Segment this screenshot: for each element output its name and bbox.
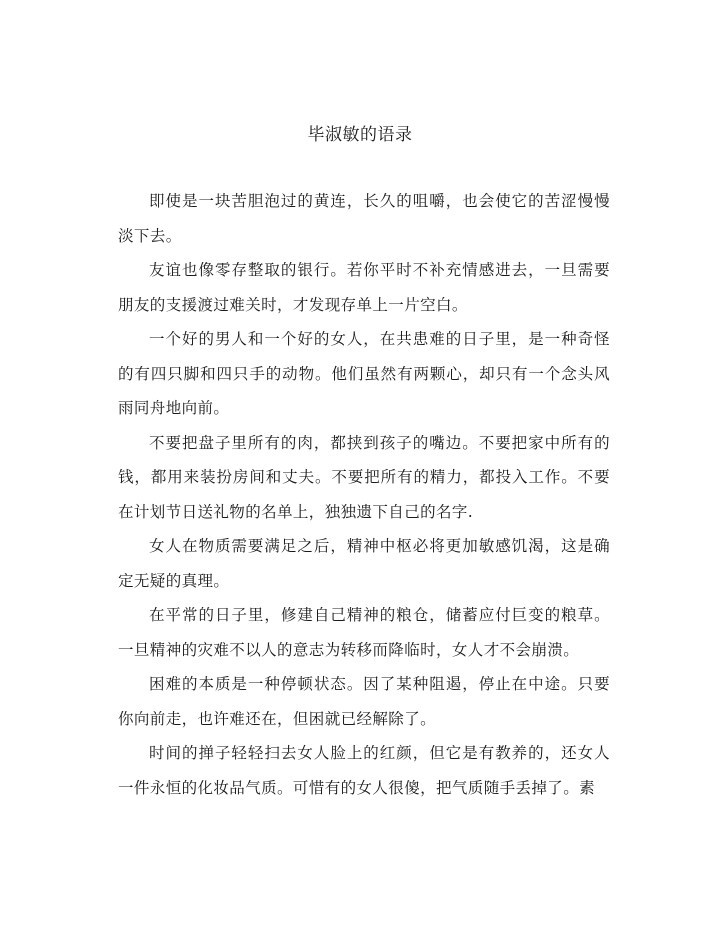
paragraph-4: 不要把盘子里所有的肉，都挟到孩子的嘴边。不要把家中所有的钱，都用来装扮房间和丈夫。不要把所有的精力，都投入工作。不要在计划节日送礼物的名单上，独独遗下自己的名字. [118,433,610,521]
document-body [118,184,610,805]
paragraph-7: 困难的本质是一种停顿状态。因了某种阻遏，停止在中途。只要你向前走，也许难还在，但困就已经解除了。 [118,675,610,728]
paragraph-3: 一个好的男人和一个好的女人，在共患难的日子里，是一种奇怪的有四只脚和四只手的动物。他们虽然有两颗心，却只有一个念头风雨同舟地向前。 [118,330,610,417]
paragraph-1: 即使是一块苦胆泡过的黄连，长久的咀嚼，也会使它的苦涩慢慢淡下去。 [118,192,610,245]
paragraph-5: 女人在物质需要满足之后，精神中枢必将更加敏感饥渴，这是确定无疑的真理。 [118,537,610,590]
paragraph-8: 时间的掸子轻轻扫去女人脸上的红颜，但它是有教养的，还女人一件永恒的化妆品气质。可惜有的女人很傻，把气质随手丢掉了。素 [118,744,610,797]
paragraph-2: 友谊也像零存整取的银行。若你平时不补充情感进去，一旦需要朋友的支援渡过难关时，才发现存单上一片空白。 [118,261,610,314]
document-title: 毕淑敏的语录 [307,125,413,145]
paragraph-6: 在平常的日子里，修建自己精神的粮仓，储蓄应付巨变的粮草。一旦精神的灾难不以人的意志为转移而降临时，女人才不会崩溃。 [118,606,610,659]
